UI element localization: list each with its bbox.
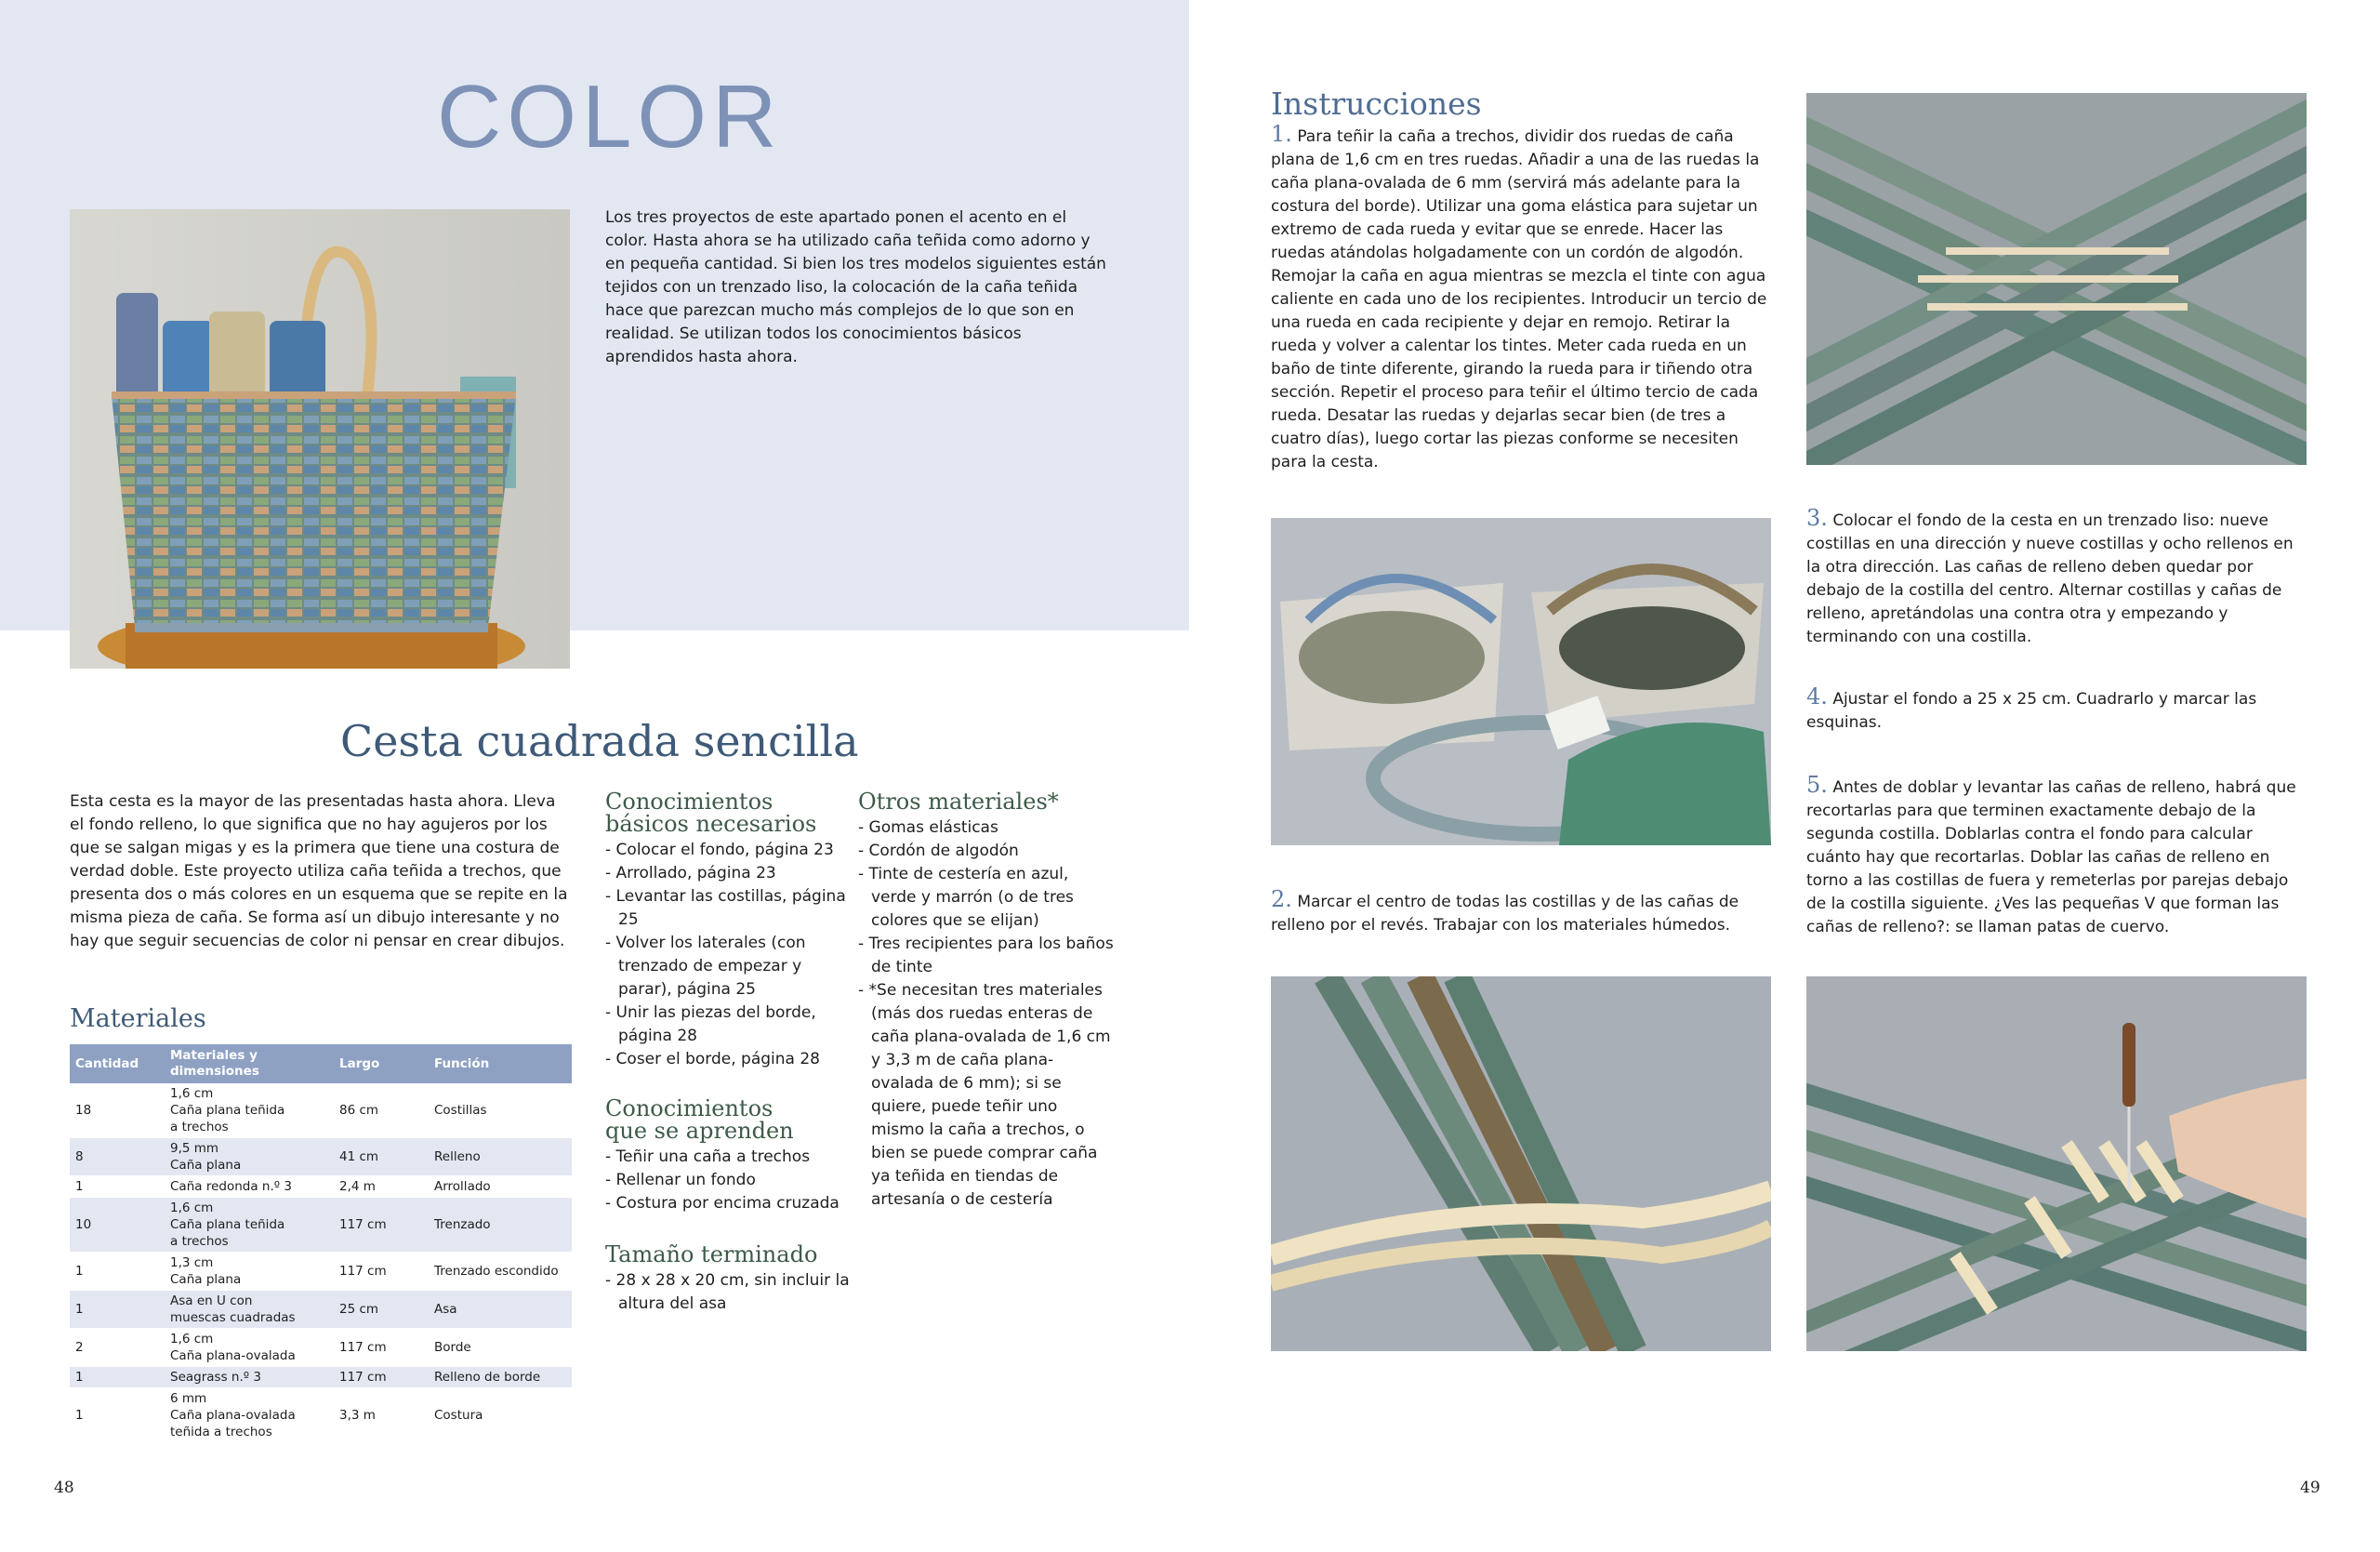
page-number-left: 48 [54,1479,74,1497]
list-item: - Unir las piezas del borde, página 28 [605,1002,852,1048]
conocimientos-aprenden-list [605,1146,852,1215]
table-row [70,1198,572,1253]
header-funcion: Función [429,1044,572,1083]
table-row [70,1083,572,1138]
cell-funcion: Borde [429,1329,572,1367]
cell-cantidad: 1 [70,1291,165,1329]
intro-text: Los tres proyectos de este apartado ponen el acento en el color. Hasta ahora se ha utilizado caña teñida como adorno y en pequeña cantidad. Si bien los tres modelos siguientes están tejidos con un trenzado liso, la colocación de la caña teñida hace que parezcan mucho más complejos de lo que son en realidad. Se utilizan todos los conocimientos básicos aprendidos hasta ahora. [605,208,1106,366]
project-description: Esta cesta es la mayor de las presentadas hasta ahora. Lleva el fondo relleno, lo que significa que no hay agujeros por los que se salgan migas y es la primera que tiene una costura de verdad doble. Este proyecto utiliza caña teñida a trechos, que presenta dos o más colores en un esquema que se repite en la misma pieza de caña. Se forma así un dibujo interesante y no hay que seguir secuencias de color ni pensar en crear dibujos. [70,792,568,950]
list-item: - Costura por encima cruzada [605,1192,852,1215]
cell-funcion: Relleno de borde [429,1367,572,1388]
step-1-number: 1. [1271,121,1292,147]
list-item: - Cordón de algodón [858,840,1114,863]
cell-largo: 117 cm [334,1253,429,1291]
cell-cantidad: 10 [70,1198,165,1253]
otros-materiales-heading: Otros materiales* [858,789,1059,815]
cell-funcion: Trenzado escondido [429,1253,572,1291]
crossing-strips-photo [1271,976,1771,1351]
cell-largo: 25 cm [334,1291,429,1329]
table-row [70,1367,572,1388]
filled-base-photo [1806,976,2307,1351]
table-row [70,1138,572,1176]
cell-cantidad: 18 [70,1083,165,1138]
header-materiales: Materiales y dimensiones [165,1044,334,1083]
table-row [70,1388,572,1443]
tamano-list [605,1269,852,1316]
cell-largo: 41 cm [334,1138,429,1176]
cell-cantidad: 8 [70,1138,165,1176]
cell-materiales: Seagrass n.º 3 [165,1367,334,1388]
dye-tubs-photo [1271,518,1771,845]
otros-materiales-list [858,816,1114,1212]
cell-largo: 2,4 m [334,1176,429,1198]
cell-materiales: 1,6 cm Caña plana-ovalada [165,1329,334,1367]
step-4 [1806,685,2308,735]
cell-cantidad: 1 [70,1176,165,1198]
header-cantidad: Cantidad [70,1044,165,1083]
filled-base-illustration [1806,976,2307,1351]
step-3-number: 3. [1806,505,1828,531]
page-number-right: 49 [2300,1479,2320,1497]
basket-photo [70,209,570,669]
list-item: - Tres recipientes para los baños de tinte [858,933,1114,979]
cell-largo: 86 cm [334,1083,429,1138]
basket-illustration [70,209,570,669]
cell-funcion: Costura [429,1388,572,1443]
list-item: - Coser el borde, página 28 [605,1048,852,1071]
list-item: - Teñir una caña a trechos [605,1146,852,1169]
cell-funcion: Asa [429,1291,572,1329]
step-2-text: Marcar el centro de todas las costillas y de las cañas de relleno por el revés. Trabajar con los materiales húmedos. [1271,893,1739,935]
cell-funcion: Arrollado [429,1176,572,1198]
cell-largo: 3,3 m [334,1388,429,1443]
tamano-heading: Tamaño terminado [605,1241,818,1267]
materials-table [70,1044,572,1443]
cell-materiales: 1,6 cm Caña plana teñida a trechos [165,1083,334,1138]
cell-cantidad: 2 [70,1329,165,1367]
cell-largo: 117 cm [334,1329,429,1367]
list-item: - *Se necesitan tres materiales (más dos ruedas enteras de caña plana-ovalada de 1,6 cm y 3,3 m de caña plana-ovalada de 6 mm); si se quiere, puede teñir uno mismo la caña a trechos, o bien se puede comprar caña ya teñida en tiendas de artesanía o de cestería [858,979,1114,1212]
conocimientos-basicos-list [605,839,852,1071]
cell-materiales: Asa en U con muescas cuadradas [165,1291,334,1329]
section-title: COLOR [437,67,783,166]
list-item: - Gomas elásticas [858,816,1114,840]
step-4-number: 4. [1806,683,1828,710]
cell-funcion: Trenzado [429,1198,572,1253]
cell-materiales: 6 mm Caña plana-ovalada teñida a trechos [165,1388,334,1443]
step-1-text: Para teñir la caña a trechos, dividir dos ruedas de caña plana de 1,6 cm en tres ruedas. Añadir a una de las ruedas la caña plana-ovalada de 6 mm (servirá más adelante para la costura del borde). Utilizar una goma elástica para sujetar un extremo de cada rueda y evitar que se enrede. Hacer las ruedas atándolas holgadamente con un cordón de algodón. Remojar la caña en agua mientras se mezcla el tinte con agua caliente en cada uno de los recipientes. Introducir un tercio de una rueda en cada recipiente y dejar en remojo. Retirar la rueda y volver a calentar los tintes. Meter cada rueda en un baño de tinte diferente, girando la rueda para ir tiñendo otra sección. Repetir el proceso para teñir el último tercio de cada rueda. Desatar las ruedas y dejarlas secar bien (de tres a cuatro días), luego cortar las piezas conforme se necesiten para la cesta. [1271,127,1767,471]
table-row [70,1329,572,1367]
list-item: - Colocar el fondo, página 23 [605,839,852,862]
list-item: - Arrollado, página 23 [605,862,852,885]
cell-cantidad: 1 [70,1388,165,1443]
table-row [70,1253,572,1291]
materials-table-wrapper [70,1044,572,1443]
conocimientos-basicos-heading: Conocimientos básicos necesarios [605,789,817,837]
instructions-heading: Instrucciones [1271,86,1482,122]
cell-materiales: 1,6 cm Caña plana teñida a trechos [165,1198,334,1253]
list-item: - Volver los laterales (con trenzado de empezar y parar), página 25 [605,932,852,1002]
table-row [70,1291,572,1329]
cell-largo: 117 cm [334,1367,429,1388]
list-item: - Levantar las costillas, página 25 [605,885,852,932]
step-1 [1271,123,1773,474]
list-item: - Tinte de cestería en azul, verde y marrón (o de tres colores que se elijan) [858,863,1114,933]
cell-cantidad: 1 [70,1367,165,1388]
cell-funcion: Costillas [429,1083,572,1138]
list-item: - Rellenar un fondo [605,1169,852,1192]
cell-cantidad: 1 [70,1253,165,1291]
cell-materiales: 1,3 cm Caña plana [165,1253,334,1291]
step-5 [1806,774,2308,939]
step-5-number: 5. [1806,772,1828,798]
step-4-text: Ajustar el fondo a 25 x 25 cm. Cuadrarlo y marcar las esquinas. [1806,690,2257,732]
conocimientos-aprenden-heading: Conocimientos que se aprenden [605,1095,794,1144]
otros-column [858,790,1114,1212]
table-row [70,1176,572,1198]
project-title: Cesta cuadrada sencilla [340,716,859,766]
header-largo: Largo [334,1044,429,1083]
list-item: - 28 x 28 x 20 cm, sin incluir la altura del asa [605,1269,852,1316]
crossing-strips-illustration [1271,976,1771,1351]
weaving-illustration-1 [1806,93,2307,465]
weaving-photo-top [1806,93,2307,465]
cell-largo: 117 cm [334,1198,429,1253]
table-header-row [70,1044,572,1083]
step-3-text: Colocar el fondo de la cesta en un trenzado liso: nueve costillas en una dirección y nueve costillas y ocho rellenos en la otra dirección. Las cañas de relleno deben quedar por debajo de la costilla del centro. Alternar costillas y cañas de relleno, apretándolas una contra otra y empezando y terminando con una costilla. [1806,511,2294,646]
materials-heading: Materiales [70,1004,206,1033]
materials-table-body [70,1083,572,1443]
step-3 [1806,507,2308,649]
cell-materiales: Caña redonda n.º 3 [165,1176,334,1198]
step-5-text: Antes de doblar y levantar las cañas de relleno, habrá que recortarlas para que terminen exactamente debajo de la segunda costilla. Doblarlas contra el fondo para calcular cuánto hay que recortarlas. Doblar las cañas de relleno en torno a las costillas de fuera y remeterlas por parejas debajo de la costilla siguiente. ¿Ves las pequeñas V que forman las cañas de relleno?: se llaman patas de cuervo. [1806,778,2296,936]
cell-funcion: Relleno [429,1138,572,1176]
dye-tubs-illustration [1271,518,1771,845]
conocimientos-column [605,790,852,1316]
step-2-number: 2. [1271,886,1292,912]
cell-materiales: 9,5 mm Caña plana [165,1138,334,1176]
step-2 [1271,888,1773,937]
